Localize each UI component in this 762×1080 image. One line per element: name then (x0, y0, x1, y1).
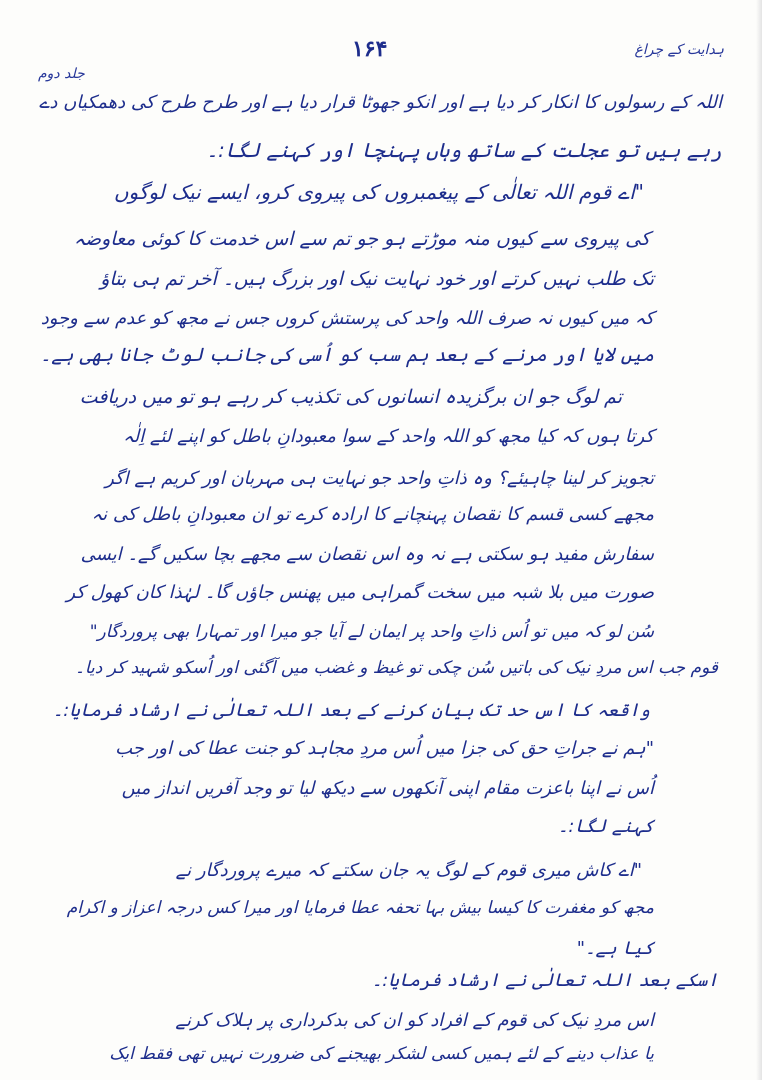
text-line: میں لایا اور مرنے کے بعد ہم سب کو اُسی کی جانب لوٹ جانا بھی ہے۔ (40, 344, 654, 366)
text-line: کرتا ہوں کہ کیا مجھ کو اللہ واحد کے سوا معبودانِ باطل کو اپنے لئے اِلٰہ (123, 426, 654, 447)
text-line: کیا ہے۔" (576, 938, 654, 959)
text-line: سُن لو کہ میں تو اُس ذاتِ واحد پر ایمان لے آیا جو میرا اور تمہارا بھی پروردگار" (89, 622, 654, 642)
book-title: ہدایت کے چراغ (634, 42, 724, 58)
text-line: مجھ کو مغفرت کا کیسا بیش بہا تحفہ عطا فرمایا اور میرا کس درجہ اعزاز و اکرام (66, 898, 654, 918)
text-line: اُس نے اپنا باعزت مقام اپنی آنکھوں سے دیکھ لیا تو وجد آفریں انداز میں (121, 778, 654, 799)
text-line: صورت میں بلا شبہ میں سخت گمراہی میں پھنس جاؤں گا۔ لہٰذا کان کھول کر (66, 582, 654, 603)
text-line: تجویز کر لینا چاہیئے؟ وہ ذاتِ واحد جو نہایت ہی مہربان اور کریم ہے اگر (105, 468, 654, 489)
page-number: ۱۶۴ (352, 36, 388, 62)
text-line: کہنے لگا:۔ (557, 816, 654, 837)
text-line: تک طلب نہیں کرتے اور خود نہایت نیک اور بزرگ ہیں۔ آخر تم ہی بتاؤ (100, 268, 654, 290)
text-line: "اے قوم اللہ تعالٰی کے پیغمبروں کی پیروی کرو، ایسے نیک لوگوں (113, 180, 644, 204)
text-line: اللہ کے رسولوں کا انکار کر دیا ہے اور انکو جھوٹا قرار دیا ہے اور طرح طرح کی دھمکیاں دے (38, 92, 722, 113)
text-line: "اے کاش میری قوم کے لوگ یہ جان سکتے کہ میرے پروردگار نے (175, 860, 642, 881)
text-line: رہے ہیں تو عجلت کے ساتھ وہاں پہنچا اور کہنے لگا:۔ (206, 138, 722, 162)
text-line: اسکے بعد اللہ تعالٰی نے ارشاد فرمایا:۔ (371, 970, 718, 991)
text-line: مجھے کسی قسم کا نقصان پہنچانے کا ارادہ کرے تو ان معبودانِ باطل کی نہ (91, 504, 654, 525)
text-line: قوم جب اس مردِ نیک کی باتیں سُن چکی تو غیظ و غضب میں آگئی اور اُسکو شہید کر دیا۔ (74, 658, 718, 678)
text-line: واقعہ کا اس حد تک بیان کرنے کے بعد اللہ تعالٰی نے ارشاد فرمایا:۔ (52, 700, 650, 721)
text-line: کہ میں کیوں نہ صرف اللہ واحد کی پرستش کروں جس نے مجھ کو عدم سے وجود (40, 308, 654, 329)
text-line: اس مردِ نیک کی قوم کے افراد کو ان کی بدکرداری پر ہلاک کرنے (175, 1010, 654, 1031)
page-edge (756, 0, 762, 1080)
volume-label: جلد دوم (38, 66, 85, 82)
text-line: "ہم نے جراتِ حق کی جزا میں اُس مردِ مجاہد کو جنت عطا کی اور جب (115, 738, 654, 759)
text-line: تم لوگ جو ان برگزیدہ انسانوں کی تکذیب کر رہے ہو تو میں دریافت (79, 386, 622, 408)
text-line: کی پیروی سے کیوں منہ موڑتے ہو جو تم سے اس خدمت کا کوئی معاوضہ (73, 228, 650, 250)
text-line: سفارش مفید ہو سکتی ہے نہ وہ اس نقصان سے مجھے بچا سکیں گے۔ ایسی (80, 544, 654, 565)
text-line: یا عذاب دینے کے لئے ہمیں کسی لشکر بھیجنے کی ضرورت نہیں تھی فقط ایک (109, 1044, 654, 1064)
